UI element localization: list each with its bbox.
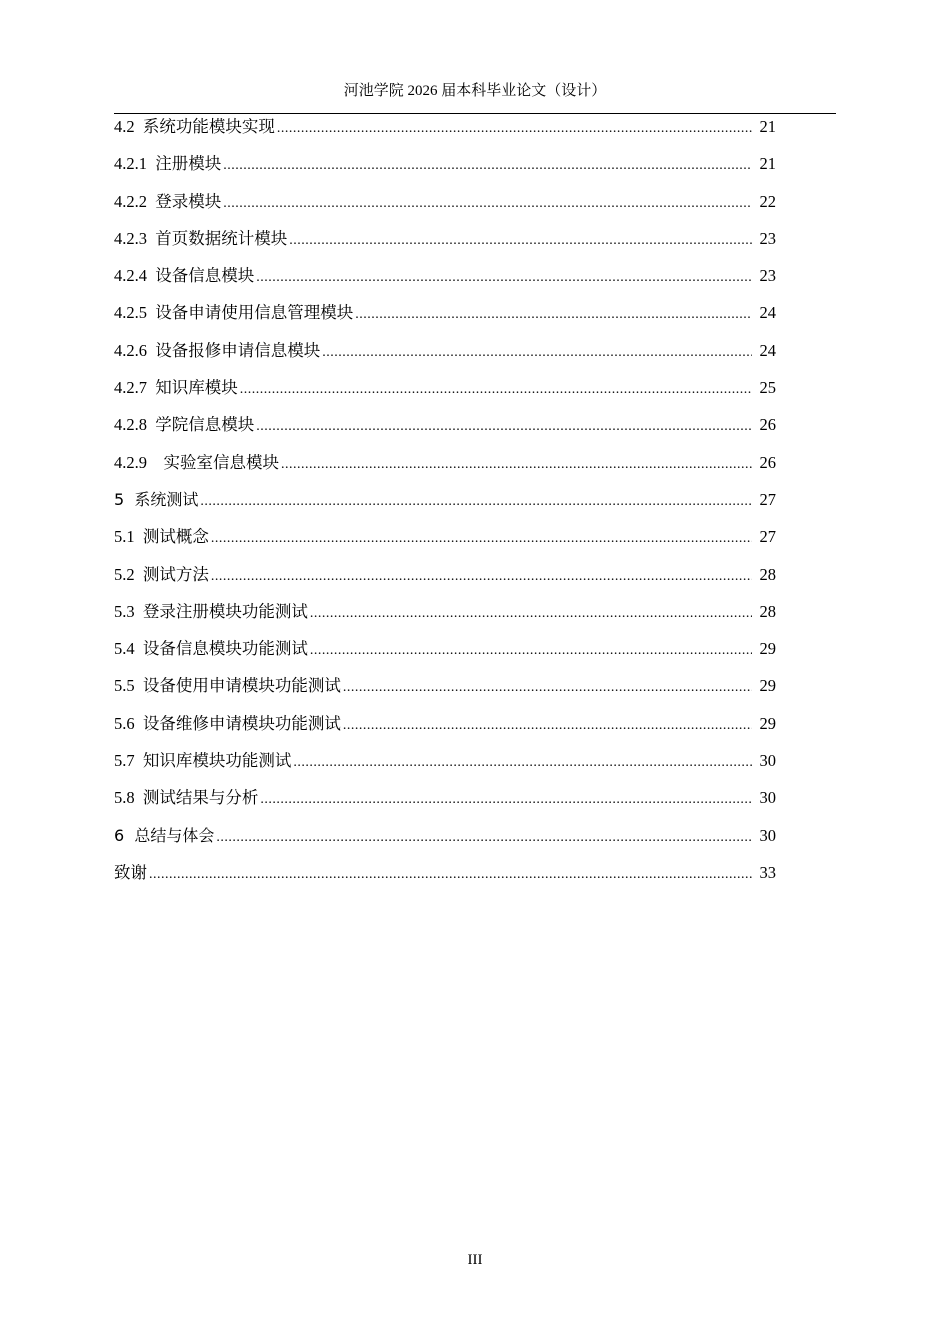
toc-entry-label: 4.2.5 设备申请使用信息管理模块 <box>114 303 354 323</box>
toc-entry-page: 21 <box>759 154 776 174</box>
toc-leader <box>256 416 752 438</box>
toc-entry-label: 5.8 测试结果与分析 <box>114 788 259 808</box>
toc-entry-page: 22 <box>759 191 776 211</box>
toc-entry-page: 27 <box>759 527 776 547</box>
toc-leader <box>216 827 752 849</box>
toc-entry-page: 24 <box>759 303 776 323</box>
toc-entry-label: 5.7 知识库模块功能测试 <box>114 751 292 771</box>
toc-entry-page: 23 <box>759 266 776 286</box>
toc-entry-chapter[interactable] <box>114 825 776 862</box>
toc-leader <box>293 752 752 774</box>
toc-entry[interactable] <box>114 265 776 302</box>
toc-entry-label: 4.2.2 登录模块 <box>114 191 222 211</box>
toc-entry[interactable] <box>114 713 776 750</box>
toc-entry-page: 29 <box>759 639 776 659</box>
toc-leader <box>310 640 752 662</box>
toc-entry-label: 致谢 <box>114 862 147 882</box>
toc-entry-page: 23 <box>759 228 776 248</box>
toc-entry[interactable] <box>114 526 776 563</box>
running-header: 河池学院 2026 届本科毕业论文（设计） <box>343 83 607 99</box>
toc-entry[interactable] <box>114 787 776 824</box>
toc-entry-page: 28 <box>759 564 776 584</box>
toc-entry[interactable] <box>114 191 776 228</box>
toc-entry[interactable] <box>114 452 776 489</box>
toc-leader <box>322 342 752 364</box>
toc-entry[interactable] <box>114 638 776 675</box>
toc-entry-label: 5.6 设备维修申请模块功能测试 <box>114 713 341 733</box>
toc-leader <box>223 193 752 215</box>
toc-entry-label: 5.3 登录注册模块功能测试 <box>114 601 308 621</box>
toc-entry-page: 29 <box>759 713 776 733</box>
toc-entry-page: 30 <box>759 825 776 845</box>
toc-entry-page: 26 <box>759 415 776 435</box>
toc-entry-label: 4.2 系统功能模块实现 <box>114 117 275 136</box>
toc-entry-page: 27 <box>759 489 776 509</box>
toc-entry-label: 5 系统测试 <box>114 489 199 509</box>
toc-entry[interactable] <box>114 116 776 153</box>
toc-leader <box>240 379 752 401</box>
toc-leader <box>260 789 752 811</box>
toc-leader <box>289 230 752 252</box>
toc-entry-label: 6 总结与体会 <box>114 825 215 845</box>
toc-entry-page: 24 <box>759 340 776 360</box>
toc-leader <box>149 864 752 886</box>
toc-entry-label: 4.2.4 设备信息模块 <box>114 266 255 286</box>
toc-entry-page: 29 <box>759 676 776 696</box>
page-number: III <box>467 1252 483 1268</box>
toc-entry-label: 4.2.9 实验室信息模块 <box>114 452 279 472</box>
toc-leader <box>223 155 752 177</box>
toc-entry[interactable] <box>114 675 776 712</box>
toc-leader <box>211 566 752 588</box>
toc-leader <box>277 118 752 140</box>
toc-entry-chapter[interactable] <box>114 489 776 526</box>
toc-entry[interactable] <box>114 750 776 787</box>
toc-entry-page: 33 <box>759 862 776 882</box>
toc-entry-label: 4.2.8 学院信息模块 <box>114 415 255 435</box>
toc-leader <box>343 715 752 737</box>
toc-leader <box>281 454 752 476</box>
toc-entry-page: 28 <box>759 601 776 621</box>
toc-entry[interactable] <box>114 414 776 451</box>
toc-entry-page: 30 <box>759 751 776 771</box>
toc-entry[interactable] <box>114 862 776 899</box>
toc-entry-page: 21 <box>759 117 776 136</box>
toc-entry[interactable] <box>114 377 776 414</box>
toc-entry-label: 5.5 设备使用申请模块功能测试 <box>114 676 341 696</box>
toc-entry[interactable] <box>114 302 776 339</box>
toc-entry-page: 30 <box>759 788 776 808</box>
toc-entry-label: 4.2.3 首页数据统计模块 <box>114 228 288 248</box>
toc-leader <box>211 528 752 550</box>
toc-entry-page: 26 <box>759 452 776 472</box>
toc-entry-label: 4.2.7 知识库模块 <box>114 378 238 398</box>
toc-leader <box>200 491 752 513</box>
toc-leader <box>256 267 752 289</box>
toc-entry[interactable] <box>114 153 776 190</box>
toc-entry-label: 5.2 测试方法 <box>114 564 209 584</box>
toc-entry[interactable] <box>114 601 776 638</box>
toc-entry[interactable] <box>114 228 776 265</box>
toc-entry-label: 4.2.1 注册模块 <box>114 154 222 174</box>
table-of-contents <box>114 116 776 899</box>
header-rule <box>114 113 836 114</box>
toc-leader <box>343 677 752 699</box>
toc-leader <box>355 304 752 326</box>
toc-entry-label: 5.4 设备信息模块功能测试 <box>114 639 308 659</box>
toc-leader <box>310 603 752 625</box>
toc-entry-label: 5.1 测试概念 <box>114 527 209 547</box>
toc-entry-page: 25 <box>759 378 776 398</box>
toc-entry[interactable] <box>114 340 776 377</box>
toc-entry[interactable] <box>114 564 776 601</box>
toc-entry-label: 4.2.6 设备报修申请信息模块 <box>114 340 321 360</box>
